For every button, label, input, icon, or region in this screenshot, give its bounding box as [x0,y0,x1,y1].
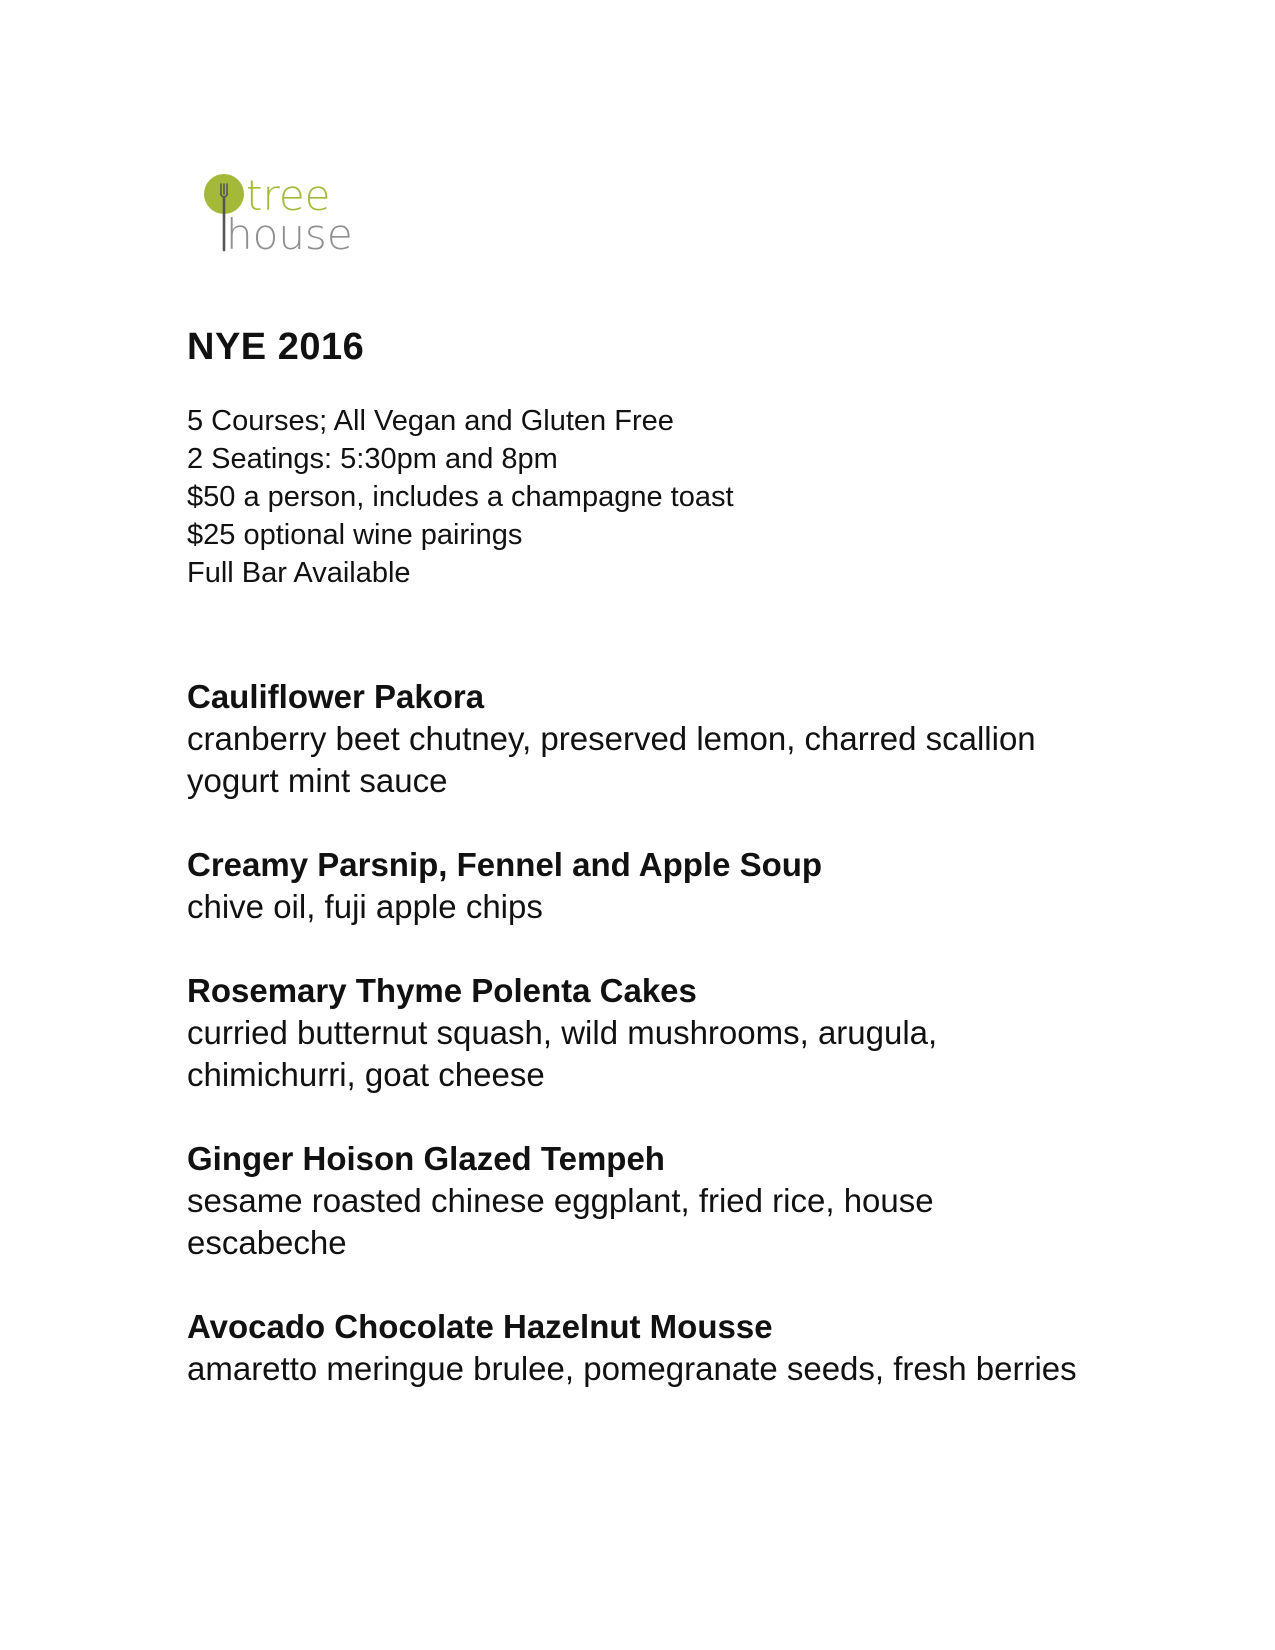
course-item [187,1138,1087,1264]
course-item [187,844,1087,928]
logo-text-tree: tree [246,172,331,220]
tree-house-logo [200,172,400,262]
course-name: Creamy Parsnip, Fennel and Apple Soup [187,846,823,883]
course-list [187,676,1087,1432]
course-item [187,676,1087,802]
course-name: Avocado Chocolate Hazelnut Mousse [187,1308,773,1345]
course-description: amaretto meringue brulee, pomegranate seeds, fresh berries [187,1350,1077,1387]
menu-title: NYE 2016 [187,326,365,368]
course-description: curried butternut squash, wild mushrooms, arugula, chimichurri, goat cheese [187,1014,938,1093]
course-item [187,1306,1087,1390]
course-description: sesame roasted chinese eggplant, fried rice, house escabeche [187,1182,934,1261]
course-description: chive oil, fuji apple chips [187,888,543,925]
logo-text-house: house [226,210,353,259]
course-description: cranberry beet chutney, preserved lemon, charred scallion yogurt mint sauce [187,720,1036,799]
logo-graphic [200,172,400,262]
event-info-seatings: 2 Seatings: 5:30pm and 8pm [187,443,558,475]
event-info-list [187,402,734,592]
event-info-bar: Full Bar Available [187,557,411,589]
course-item [187,970,1087,1096]
course-name: Cauliflower Pakora [187,678,485,715]
event-info-price: $50 a person, includes a champagne toast [187,481,734,513]
event-info-courses: 5 Courses; All Vegan and Gluten Free [187,405,674,437]
event-info-wine-pairings: $25 optional wine pairings [187,519,523,551]
course-name: Ginger Hoison Glazed Tempeh [187,1140,665,1177]
course-name: Rosemary Thyme Polenta Cakes [187,972,697,1009]
